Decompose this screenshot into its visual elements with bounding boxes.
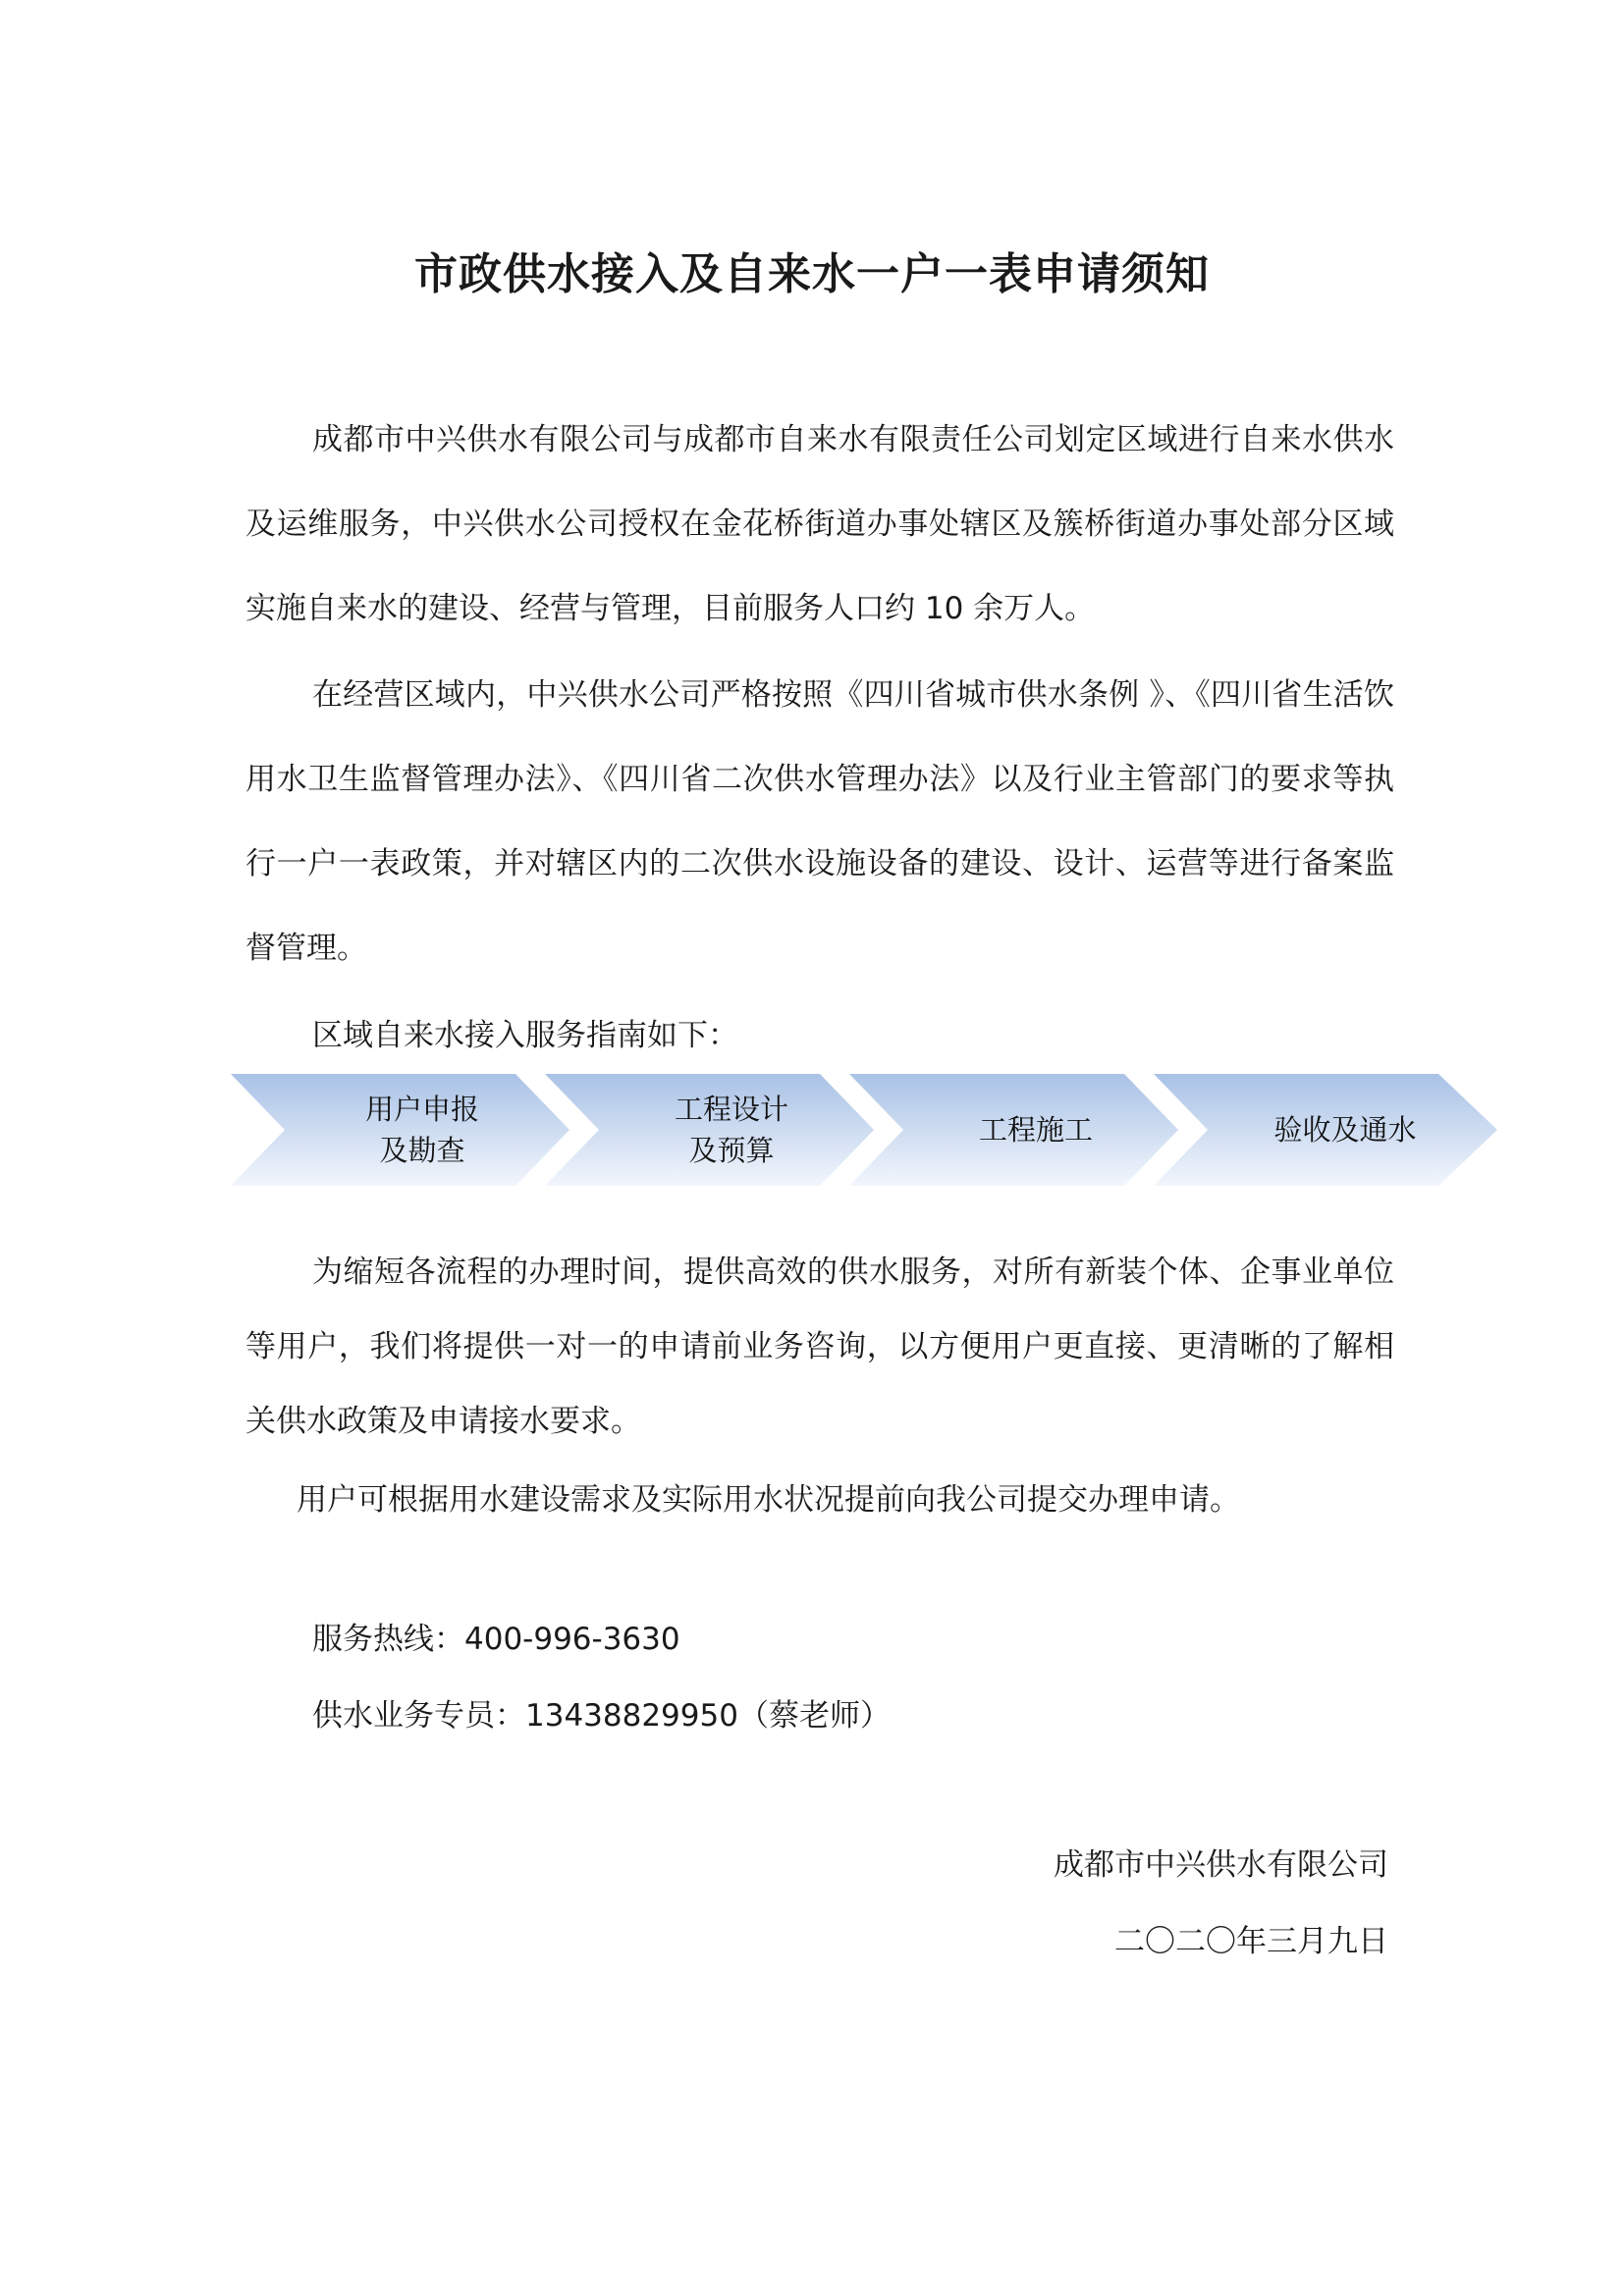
water-specialist-contact: 供水业务专员：13438829950（蔡老师） bbox=[312, 1698, 891, 1734]
flow-step-construction-line1: 工程施工 bbox=[978, 1113, 1093, 1147]
flow-step-apply-line1: 用户申报 bbox=[364, 1093, 479, 1126]
flow-step-design-line2: 及预算 bbox=[688, 1134, 775, 1167]
service-paragraph: 为缩短各流程的办理时间，提供高效的供水服务，对所有新装个体、企事业单位等用户，我们将提供一对一的申请前业务咨询，以方便用户更直接、更清晰的了解相关供水政策及申请接水要求。 bbox=[245, 1255, 1394, 1439]
flow-step-apply-line2: 及勘查 bbox=[379, 1134, 465, 1167]
flow-step-acceptance bbox=[1208, 1074, 1483, 1186]
signature-date: 二〇二〇年三月九日 bbox=[1114, 1924, 1388, 1959]
page-title: 市政供水接入及自来水一户一表申请须知 bbox=[414, 249, 1210, 299]
service-hotline: 服务热线：400-996-3630 bbox=[312, 1622, 680, 1657]
policy-paragraph: 在经营区域内，中兴供水公司严格按照《四川省城市供水条例 》、《四川省生活饮用水卫生监督管理办法》、《四川省二次供水管理办法》以及行业主管部门的要求等执行一户一表政策，并对辖区内的二次供水设施设备的建设、设计、运营等进行备案监督管理。 bbox=[245, 677, 1394, 966]
service-flow-diagram bbox=[231, 1074, 1497, 1186]
flow-step-design bbox=[599, 1074, 864, 1186]
intro-paragraph: 成都市中兴供水有限公司与成都市自来水有限责任公司划定区域进行自来水供水及运维服务，中兴供水公司授权在金花桥街道办事处辖区及簇桥街道办事处部分区域实施自来水的建设、经营与管理，目前服务人口约 10 余万人。 bbox=[245, 422, 1394, 626]
signature-company: 成都市中兴供水有限公司 bbox=[1054, 1847, 1388, 1883]
flow-step-apply bbox=[285, 1074, 560, 1186]
application-note: 用户可根据用水建设需求及实际用水状况提前向我公司提交办理申请。 bbox=[297, 1482, 1240, 1518]
flow-step-acceptance-line1: 验收及通水 bbox=[1273, 1113, 1417, 1147]
flow-step-construction bbox=[903, 1074, 1168, 1186]
guide-intro: 区域自来水接入服务指南如下： bbox=[312, 1018, 738, 1053]
flow-step-design-line1: 工程设计 bbox=[674, 1093, 788, 1126]
